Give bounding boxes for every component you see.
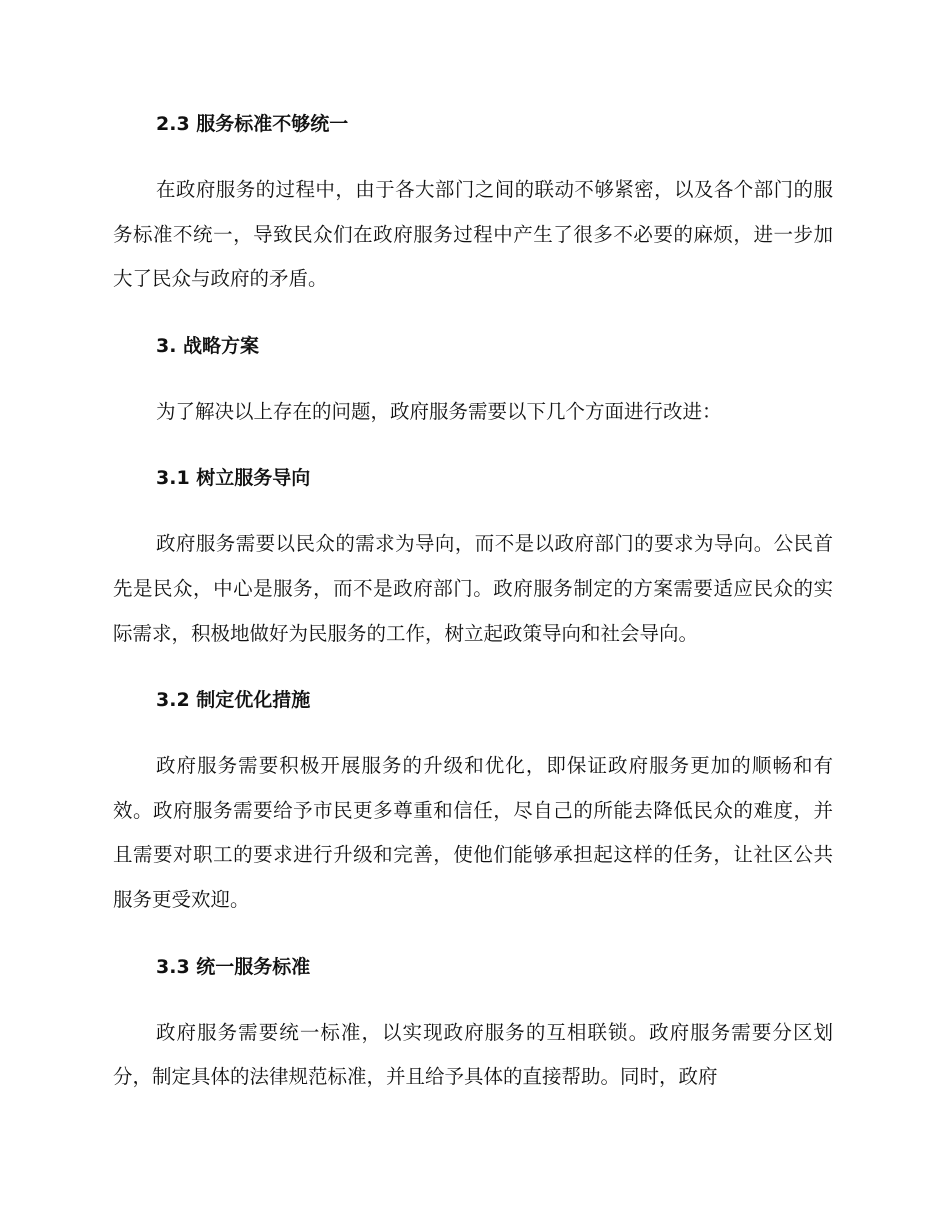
section-heading-2-3: 2.3 服务标准不够统一 [156, 113, 349, 135]
section-heading-3-3: 3.3 统一服务标准 [156, 955, 311, 978]
section-paragraph-3-1: 政府服务需要以民众的需求为导向，而不是以政府部门的要求为导向。公民首先是民众，中心是服务，而不是政府部门。政府服务制定的方案需要适应民众的实际需求，积极地做好为民服务的工作，树立起政策导向和社会导向。 [113, 532, 833, 645]
section-paragraph-3-3: 政府服务需要统一标准，以实现政府服务的互相联锁。政府服务需要分区划分，制定具体的法律规范标准，并且给予具体的直接帮助。同时，政府 [113, 1020, 833, 1089]
section-paragraph-3-2: 政府服务需要积极开展服务的升级和优化，即保证政府服务更加的顺畅和有效。政府服务需要给予市民更多尊重和信任，尽自己的所能去降低民众的难度，并且需要对职工的要求进行升级和完善，使他们能够承担起这样的任务，让社区公共服务更受欢迎。 [113, 754, 833, 911]
section-heading-3-2: 3.2 制定优化措施 [156, 689, 311, 712]
section-heading-3: 3. 战略方案 [156, 334, 260, 357]
document-body [113, 110, 833, 1100]
section-paragraph-3: 为了解决以上存在的问题，政府服务需要以下几个方面进行改进： [156, 399, 722, 423]
section-heading-3-1: 3.1 树立服务导向 [156, 467, 311, 490]
section-paragraph-2-3: 在政府服务的过程中，由于各大部门之间的联动不够紧密，以及各个部门的服务标准不统一，导致民众们在政府服务过程中产生了很多不必要的麻烦，进一步加大了民众与政府的矛盾。 [113, 178, 833, 291]
